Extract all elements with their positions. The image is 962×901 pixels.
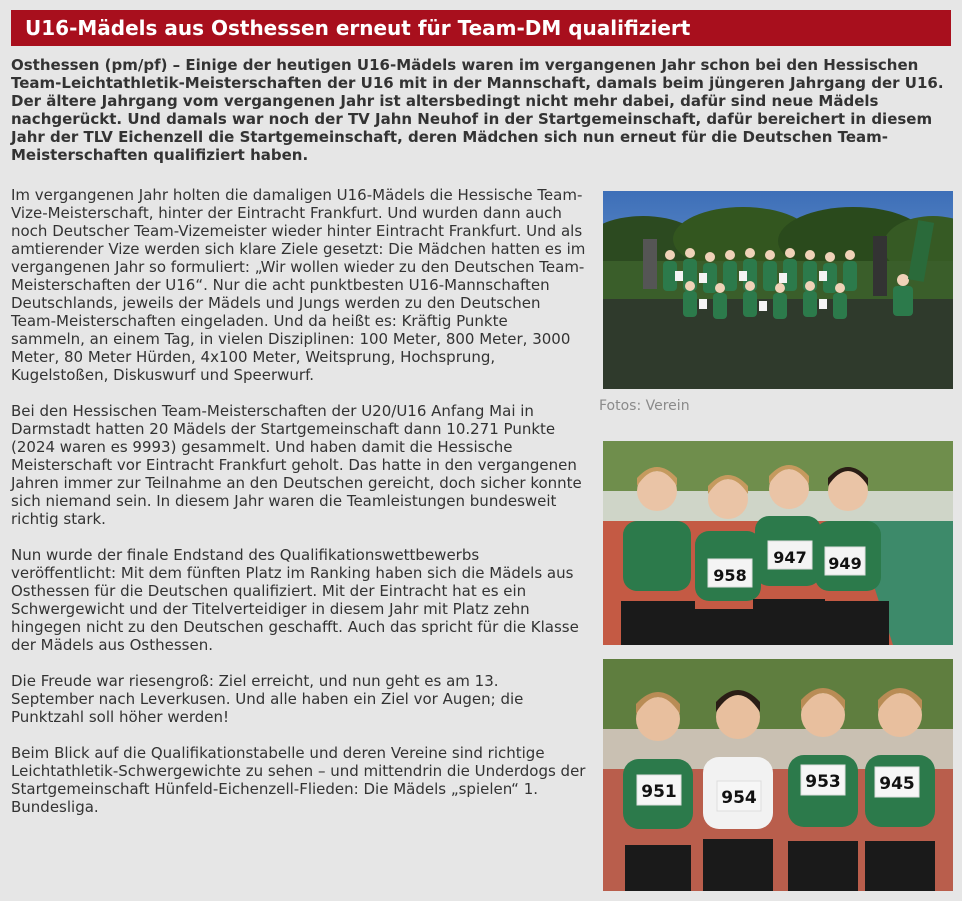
body-paragraph-4: Die Freude war riesengroß: Ziel erreicht, und nun geht es am 13. September nach Leverkusen. Und alle haben ein Ziel vor Augen; die Punktzahl soll höher werden! [11, 672, 524, 726]
bib-949: 949 [828, 554, 862, 573]
bib-958: 958 [713, 566, 747, 585]
bib-951: 951 [641, 782, 677, 802]
body-paragraph-1: Im vergangenen Jahr holten die damaligen U16-Mädels die Hessische Team-Vize-Meisterschaft, hinter der Eintracht Frankfurt. Und wurden dann auch noch Deutscher Team-Vizemeister wieder hinter Eintracht Frankfurt. Und als amtierender Vize werden sich klare Ziele gesetzt: Die Mädchen hatten es im vergangenen Jahr so formuliert: „Wir wollen wieder zu den Deutschen Team-Meisterschaften der U16“. Nur die acht punktbesten U16-Mannschaften Deutschlands, jeweils der Mädels und Jungs werden zu den Deutschen Team-Meisterschaften eingeladen. Und da heißt es: Kräftig Punkte sammeln, an einem Tag, in vielen Disziplinen: 100 Meter, 800 Meter, 3000 Meter, 80 Meter Hürden, 4x100 Meter, Weitsprung, Hochsprung, Kugelstoßen, Diskuswurf und Speerwurf. [11, 186, 586, 384]
team-group-photo[interactable] [603, 191, 953, 389]
bib-947: 947 [773, 548, 807, 567]
athletes-photo-closeup[interactable] [603, 659, 953, 891]
article-body [11, 186, 586, 834]
body-paragraph-3: Nun wurde der finale Endstand des Qualifikationswettbewerbs veröffentlicht: Mit dem fünften Platz im Ranking haben sich die Mädels aus Osthessen für die Deutschen qualifiziert. Mit der Eintracht hat es ein Schwergewicht und der Titelverteidiger in diesem Jahr mit Platz zehn hingegen nicht zu den Deutschen geschafft. Auch das spricht für die Klasse der Mädels aus Osthessen. [11, 546, 579, 654]
athletes-photo-track[interactable] [603, 441, 953, 645]
bib-953: 953 [805, 772, 841, 792]
photo-caption: Fotos: Verein [599, 398, 690, 414]
bib-945: 945 [879, 774, 915, 794]
body-paragraph-5: Beim Blick auf die Qualifikationstabelle und deren Vereine sind richtige Leichtathletik-Schwergewichte zu sehen – und mittendrin die Underdogs der Startgemeinschaft Hünfeld-Eichenzell-Flieden: Die Mädels „spielen“ 1. Bundesliga. [11, 744, 586, 816]
bib-954: 954 [721, 788, 757, 808]
article-teaser: Osthessen (pm/pf) – Einige der heutigen U16-Mädels waren im vergangenen Jahr schon bei den Hessischen Team-Leichtathletik-Meisterschaften der U16 mit in der Mannschaft, damals beim jüngeren Jahrgang der U16. Der ältere Jahrgang vom vergangenen Jahr ist altersbedingt nicht mehr dabei, dafür sind neue Mädels nachgerückt. Und damals war noch der TV Jahn Neuhof in der Startgemeinschaft, dafür bereichert in diesem Jahr der TLV Eichenzell die Startgemeinschaft, deren Mädchen sich nun erneut für die Deutschen Team-Meisterschaften qualifiziert haben. [11, 56, 944, 164]
article-title: U16-Mädels aus Osthessen erneut für Team-DM qualifiziert [11, 10, 951, 46]
body-paragraph-2: Bei den Hessischen Team-Meisterschaften der U20/U16 Anfang Mai in Darmstadt hatten 20 Mädels der Startgemeinschaft dann 10.271 Punkte (2024 waren es 9993) gesammelt. Und haben damit die Hessische Meisterschaft vor Eintracht Frankfurt geholt. Das hatte in den vergangenen Jahren immer zur Teilnahme an den Deutschen gereicht, doch sicher konnte sich niemand sein. In diesem Jahr waren die Teamleistungen bundesweit richtig stark. [11, 402, 582, 528]
